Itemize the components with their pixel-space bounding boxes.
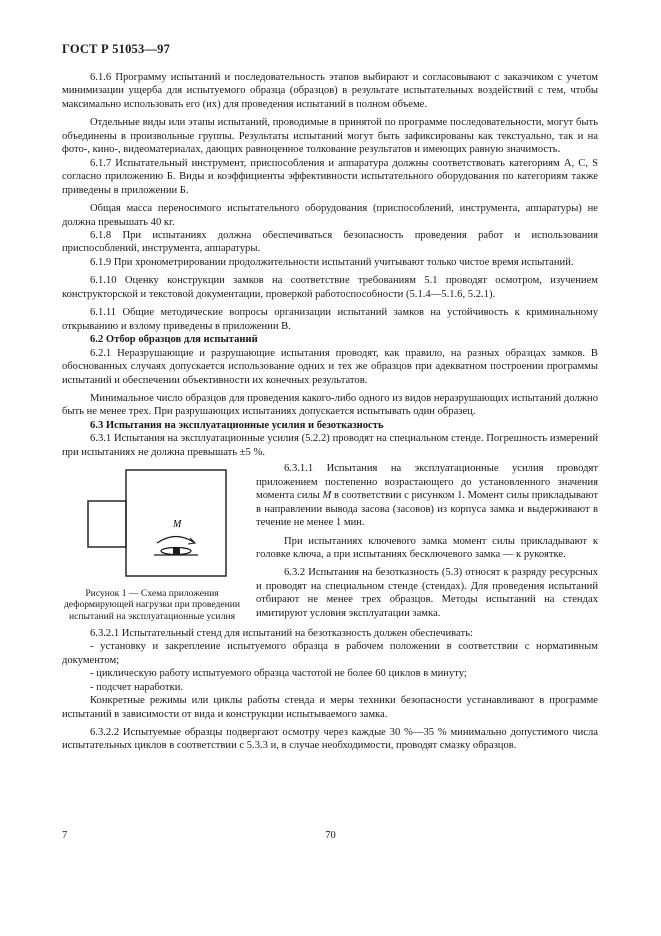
- list-item: - установку и закрепление испытуемого образца в рабочем положении в соответствии с нормативным документом;: [62, 641, 598, 666]
- document-body: [62, 71, 598, 753]
- bolt-outline: [88, 501, 126, 547]
- section-heading-6-3: 6.3 Испытания на эксплуатационные усилия и безотказность: [90, 419, 384, 431]
- paragraph-6-1-10: 6.1.10 Оценку конструкции замков на соответствие требованиям 5.1 проводят осмотром, изучением конструкторской и текстовой документации, проверкой работоспособности (5.1.4—5.1.6, 5.2.1).: [62, 275, 598, 300]
- page-number: 70: [325, 830, 336, 841]
- moment-symbol: М: [322, 490, 332, 502]
- list-item: - подсчет наработки.: [90, 681, 184, 693]
- paragraph-6-3-2-1: 6.3.2.1 Испытательный стенд для испытаний на безотказность должен обеспечивать:: [90, 627, 473, 639]
- moment-arrow-icon: [157, 537, 195, 544]
- footer-left-number: 7: [62, 830, 68, 841]
- paragraph-6-1-6: 6.1.6 Программу испытаний и последовательность этапов выбирают и согласовывают с заказчиком с учетом минимизации ущерба для испытуемого образца (образцов) в результате испытательных воздействий с тем, чтобы максимально использовать его (их) для проведения испытаний в полном объеме.: [62, 72, 598, 110]
- paragraph-6-3-2: 6.3.2 Испытания на безотказность (5.3) относят к разряду ресурсных и проводят на специальном стенде (стендах). Для проведения испытаний отбирают не менее трех образцов. Методы испытаний на стендах имитируют условия эксплуатации замка.: [256, 567, 598, 619]
- paragraph-6-3-1: 6.3.1 Испытания на эксплуатационные усилия (5.2.2) проводят на специальном стенде. Погрешность измерений при испытаниях не должна превышать ±5 %.: [62, 433, 598, 458]
- figure-caption: Рисунок 1 — Схема приложения деформирующей нагрузки при проведении испытаний на эксплуатационные усилия: [63, 588, 241, 622]
- paragraph-6-1-7: 6.1.7 Испытательный инструмент, приспособления и аппаратура должны соответствовать категориям А, С, S согласно приложению Б. Виды и коэффициенты эффективности испытательного оборудования по категориям также приведены в приложении Б.: [62, 157, 598, 196]
- requirements-list: [62, 640, 598, 694]
- paragraph-6-1-7-continued: Общая масса переносимого испытательного оборудования (приспособлений, инструмента, аппаратуры) не должна превышать 40 кг.: [62, 203, 598, 228]
- key-slot-icon: [173, 547, 180, 555]
- paragraph-6-1-6-continued: Отдельные виды или этапы испытаний, проводимые в принятой по программе последовательности, могут быть объединены в произвольные группы. Результаты испытаний могут быть зафиксированы как текстуально, так и на фото-, кино-, видеоматериалах, дающих равноценное толкование результатов и имеющих равную значимость.: [62, 117, 598, 156]
- paragraph-6-3-2-1-continued: Конкретные режимы или циклы работы стенда и меры техники безопасности устанавливают в программе испытаний в зависимости от вида и конструкции испытываемого замка.: [62, 695, 598, 720]
- paragraph-6-3-1-1-continued: При испытаниях ключевого замка момент силы прикладывают к головке ключа, а при испытаниях бесключевого замка — к рукоятке.: [256, 535, 598, 560]
- figure-1: [62, 464, 242, 622]
- paragraph-6-3-1-1: 6.3.1.1 Испытания на эксплуатационные усилия проводят приложением постепенно возрастающего до установленного значения момента силы М в соответствии с рисунком 1. Момент силы прикладывают в направлении вывода засова (засовов) из корпуса замка и выдерживают в течение не менее 1 мин.: [256, 463, 598, 529]
- paragraph-6-2-1: 6.2.1 Неразрушающие и разрушающие испытания проводят, как правило, на разных образцах замков. В обоснованных случаях допускается использование одних и тех же образцов при адекватном построении программы испытаний и обеспечении объективности их конечных результатов.: [62, 347, 598, 386]
- paragraph-6-1-9: 6.1.9 При хронометрировании продолжительности испытаний учитывают только чистое время испытаний.: [90, 256, 574, 268]
- moment-label: М: [173, 519, 182, 531]
- paragraph-6-2-1-continued: Минимальное число образцов для проведения какого-либо одного из видов неразрушающих испытаний должно быть не менее трех. При разрушающих испытаниях допускается испытывать один образец.: [62, 392, 598, 418]
- lock-test-diagram: [66, 464, 236, 582]
- figure-section: [62, 462, 598, 622]
- paragraph-6-1-11: 6.1.11 Общие методические вопросы организации испытаний замков на устойчивость к криминальному открыванию и взлому приведены в приложении В.: [62, 307, 598, 332]
- list-item: - циклическую работу испытуемого образца частотой не более 60 циклов в минуту;: [90, 668, 467, 680]
- document-header: ГОСТ Р 51053—97: [62, 42, 171, 56]
- section-heading-6-2: 6.2 Отбор образцов для испытаний: [90, 334, 258, 346]
- paragraph-6-1-8: 6.1.8 При испытаниях должна обеспечиваться безопасность проведения работ и использования приспособлений, инструмента, аппаратуры.: [62, 229, 598, 255]
- paragraph-6-3-2-2: 6.3.2.2 Испытуемые образцы подвергают осмотру через каждые 30 %—35 % минимально допустимого числа испытательных циклов в соответствии с 5.3.3 и, в случае необходимости, проводят смазку образцов.: [62, 727, 598, 752]
